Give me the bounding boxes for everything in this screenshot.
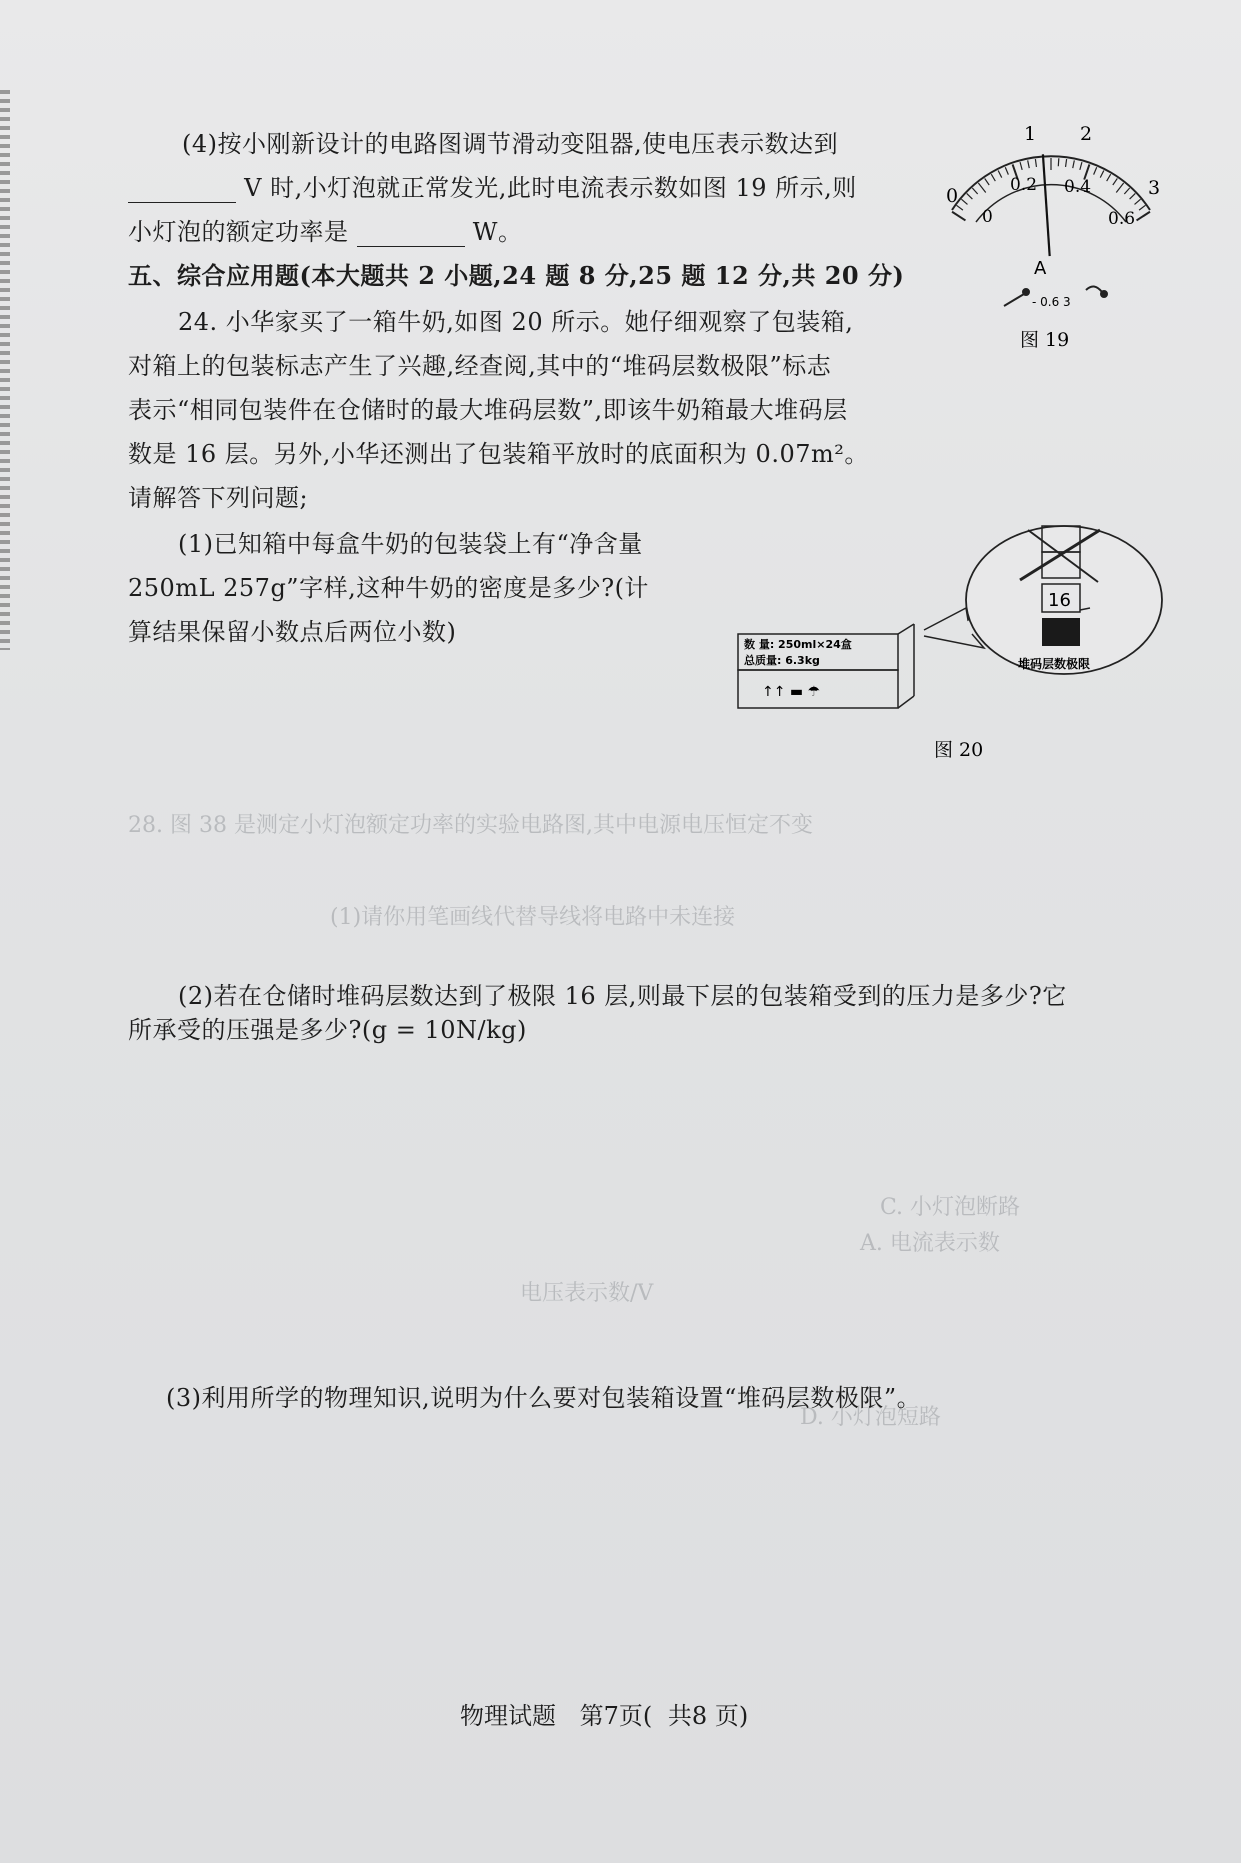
figure-20-caption: 图 20 [934, 739, 984, 761]
ammeter-tick [1066, 159, 1067, 167]
voltage-blank[interactable] [128, 174, 236, 203]
ammeter-tick [985, 178, 989, 185]
bleed-through-text: C. 小灯泡断路 [880, 1195, 1021, 1220]
ammeter-scale-top-1: 1 [1024, 123, 1037, 145]
ammeter-tick [1124, 188, 1129, 194]
stacking-limit-label: 堆码层数极限 [1018, 657, 1091, 671]
ammeter-tick [1073, 160, 1075, 168]
q23-part4-line3-unit: W。 [472, 218, 523, 246]
ammeter-tick [1107, 174, 1111, 181]
bleed-through-text: D. 小灯泡短路 [800, 1405, 941, 1430]
ammeter-tick [1100, 170, 1104, 177]
ammeter-scale-bottom-0: 0 [982, 207, 993, 227]
q24-part1-line2: 250mL 257g”字样,这种牛奶的密度是多少?(计 [128, 574, 649, 602]
ammeter-tick [1137, 212, 1150, 221]
q23-part4-line2-text: V 时,小灯泡就正常发光,此时电流表示数如图 19 所示,则 [244, 174, 857, 202]
ammeter-unit: A [1034, 258, 1047, 279]
ammeter-tick [952, 212, 965, 221]
power-blank[interactable] [357, 218, 465, 247]
bleed-through-text: A. 电流表示数 [860, 1231, 1000, 1256]
q24-intro-line3: 表示“相同包装件在仓储时的最大堆码层数”,即该牛奶箱最大堆码层 [128, 396, 848, 424]
figure-20-milk-box [728, 524, 1168, 784]
figure-19-caption: 图 19 [1020, 329, 1070, 351]
bleed-through-text: 28. 图 38 是测定小灯泡额定功率的实验电路图,其中电源电压恒定不变 [128, 813, 813, 838]
ammeter-tick [1116, 183, 1123, 192]
bleed-through-text: 电压表示数/V [520, 1281, 654, 1306]
milk-box-label-quantity: 数 量: 250ml×24盒 [744, 638, 852, 651]
ammeter-tick [978, 183, 985, 192]
ammeter-scale-top-0: 0 [946, 185, 959, 207]
ammeter-scale-top-3: 3 [1148, 177, 1161, 199]
q24-intro-line4: 数是 16 层。另外,小华还测出了包装箱平放时的底面积为 0.07m²。 [128, 440, 869, 468]
q24-intro-line1: 24. 小华家买了一箱牛奶,如图 20 所示。她仔细观察了包装箱, [178, 308, 854, 336]
q24-part1-line3: 算结果保留小数点后两位小数) [128, 618, 457, 646]
figure-19-ammeter [920, 118, 1190, 358]
q24-part2-line2: 所承受的压强是多少?(g = 10N/kg) [128, 1016, 527, 1044]
q23-part4-line3-text: 小灯泡的额定功率是 [128, 218, 349, 246]
ammeter-tick [1005, 167, 1008, 174]
stacking-limit-number: 16 [1048, 590, 1071, 611]
ammeter-terminal-labels: - 0.6 3 [1032, 295, 1071, 309]
ammeter-tick [967, 193, 973, 199]
section5-heading: 五、综合应用题(本大题共 2 小题,24 题 8 分,25 题 12 分,共 20 分) [128, 261, 905, 290]
binding-holes [0, 90, 10, 650]
milk-box-label-mass: 总质量: 6.3kg [744, 654, 820, 667]
q24-part3-line1: (3)利用所学的物理知识,说明为什么要对包装箱设置“堆码层数极限”。 [166, 1384, 922, 1412]
ammeter-tick [972, 188, 977, 194]
bleed-through-text: (1)请你用笔画线代替导线将电路中未连接 [330, 905, 736, 930]
q24-part2-line1: (2)若在仓储时堆码层数达到了极限 16 层,则最下层的包装箱受到的压力是多少?它 [178, 982, 1067, 1010]
ammeter-tick [1035, 159, 1036, 167]
q24-intro-line5: 请解答下列问题; [128, 484, 309, 512]
ammeter-scale-bottom-0.4: 0.4 [1064, 177, 1092, 197]
ammeter-scale-bottom-0.6: 0.6 [1108, 209, 1136, 229]
ammeter-tick [1020, 162, 1022, 170]
ammeter-tick [1113, 178, 1117, 185]
q23-part4-line1: (4)按小刚新设计的电路图调节滑动变阻器,使电压表示数达到 [182, 130, 839, 158]
ammeter-tick [1058, 158, 1059, 166]
ammeter-tick [1094, 167, 1097, 174]
q23-part4-line3 [128, 212, 522, 247]
ammeter-needle [1043, 154, 1050, 256]
ammeter-tick [1135, 199, 1141, 204]
ammeter-tick [961, 199, 967, 204]
q24-part1-line1: (1)已知箱中每盒牛奶的包装袋上有“净含量 [178, 530, 643, 558]
footer-page: 第7页( [579, 1702, 653, 1730]
ammeter-tick [1139, 205, 1145, 210]
ammeter-scale-top-2: 2 [1080, 123, 1093, 145]
q24-intro-line2: 对箱上的包装标志产生了兴趣,经查阅,其中的“堆码层数极限”标志 [128, 352, 832, 380]
ammeter-tick [1028, 160, 1030, 168]
footer-total: 共8 页) [667, 1702, 749, 1730]
ammeter-tick [991, 174, 995, 181]
ammeter-scale-bottom-0.2: 0.2 [1010, 175, 1038, 195]
milk-box-handling-symbols: ↑↑ ▬ ☂ [762, 684, 821, 700]
ammeter-tick [1130, 193, 1136, 199]
q23-part4-line2 [128, 168, 857, 203]
page-footer [460, 1696, 748, 1731]
ammeter-tick [998, 170, 1002, 177]
ammeter-tick [1080, 162, 1082, 170]
footer-subject: 物理试题 [460, 1702, 556, 1730]
